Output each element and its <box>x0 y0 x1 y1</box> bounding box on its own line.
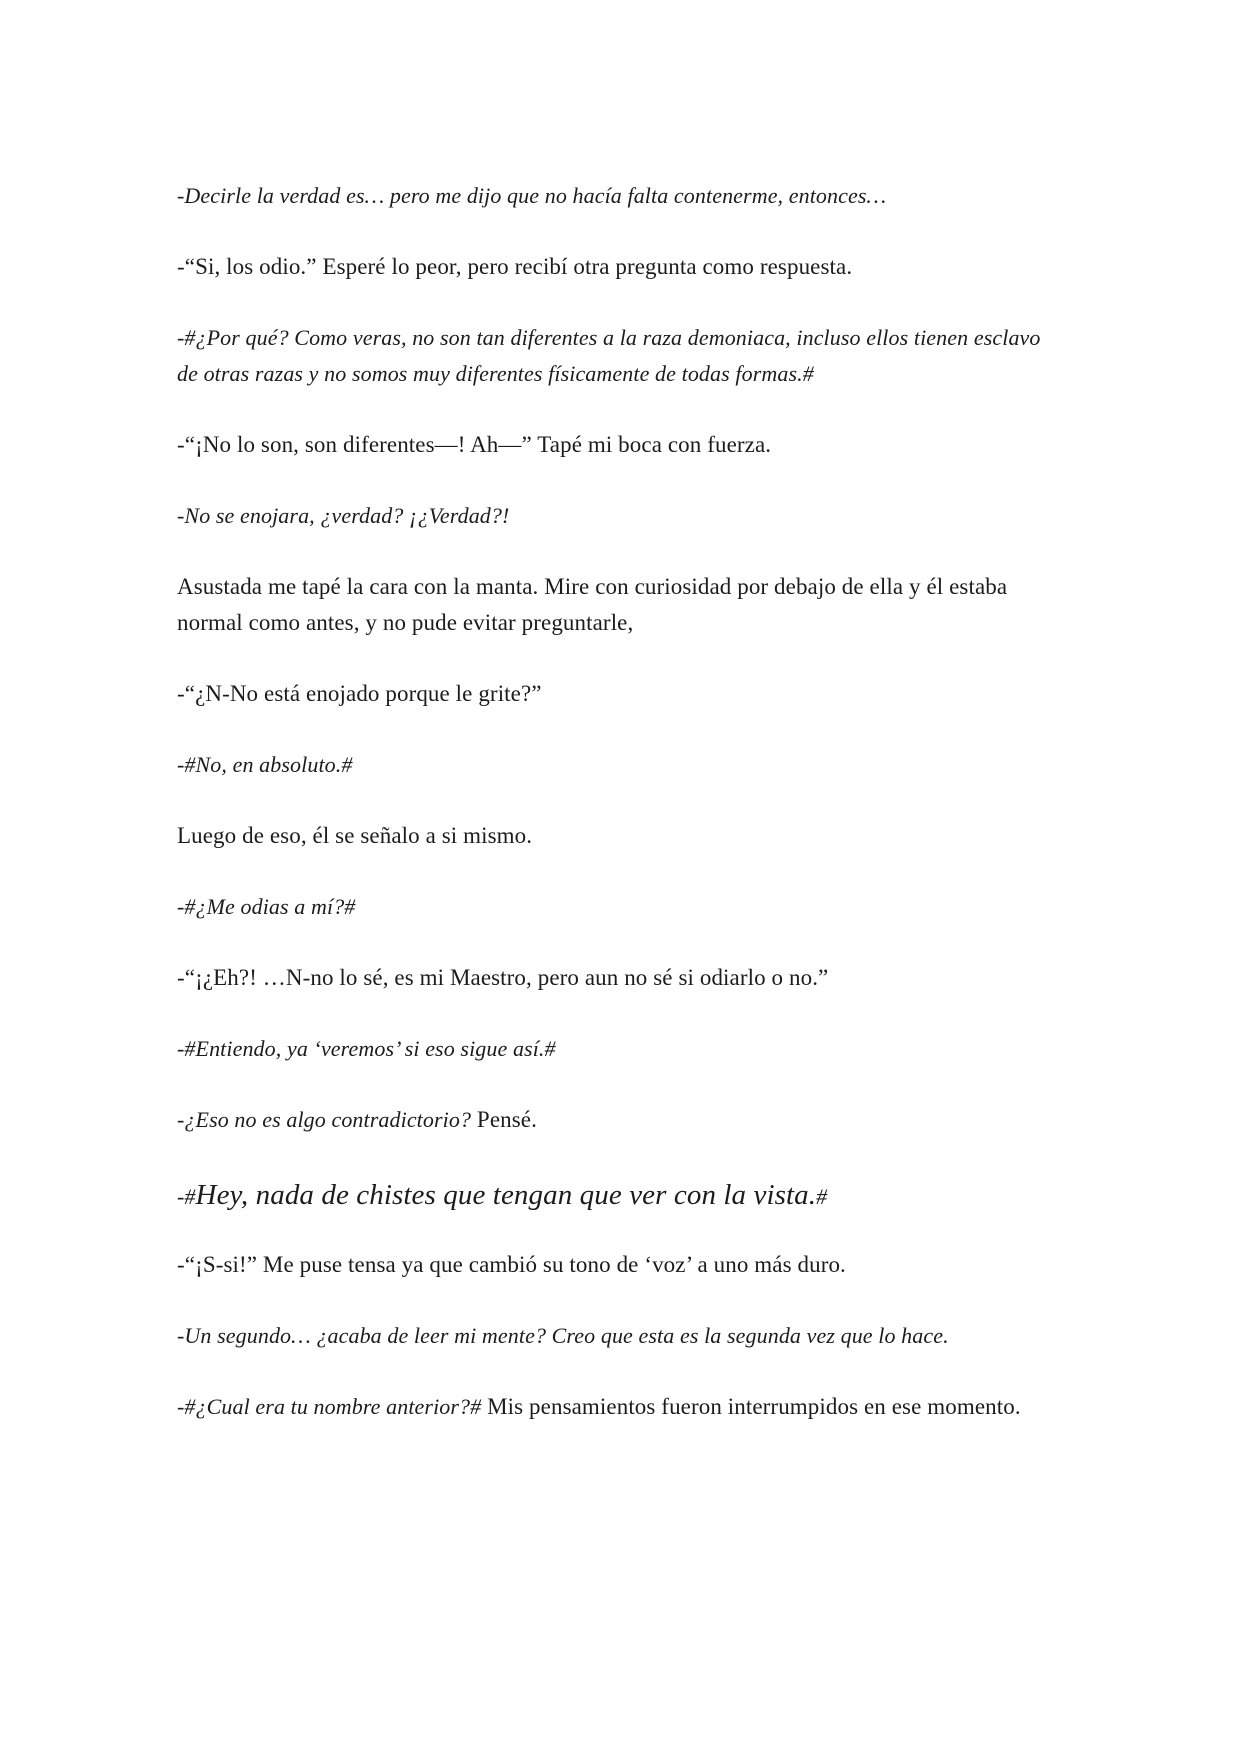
paragraph: -#No, en absoluto.# <box>177 752 353 777</box>
document-body <box>177 178 1067 1460</box>
paragraph-large <box>177 1173 1067 1219</box>
paragraph: -“Si, los odio.” Esperé lo peor, pero recibí otra pregunta como respuesta. <box>177 254 853 279</box>
hash-marker: -# <box>177 1184 196 1209</box>
paragraph: -“¿N-No está enojado porque le grite?” <box>177 681 542 706</box>
telepathy-text: -#¿Cual era tu nombre anterior?# <box>177 1394 482 1419</box>
narration-text: Mis pensamientos fueron interrumpidos en ese momento. <box>481 1394 1021 1419</box>
narration-text: Pensé. <box>471 1107 537 1132</box>
paragraph-mixed <box>177 1389 1067 1425</box>
paragraph: -#¿Me odias a mí?# <box>177 894 356 919</box>
paragraph: -#¿Por qué? Como veras, no son tan diferentes a la raza demoniaca, incluso ellos tienen esclavo de otras razas y no somos muy diferentes físicamente de todas formas.# <box>177 325 1041 386</box>
paragraph: Asustada me tapé la cara con la manta. Mire con curiosidad por debajo de ella y él estaba normal como antes, y no pude evitar preguntarle, <box>177 574 1008 635</box>
paragraph: Luego de eso, él se señalo a si mismo. <box>177 823 533 848</box>
paragraph: -Un segundo… ¿acaba de leer mi mente? Creo que esta es la segunda vez que lo hace. <box>177 1323 949 1348</box>
paragraph: -Decirle la verdad es… pero me dijo que no hacía falta contenerme, entonces… <box>177 183 887 208</box>
paragraph: -“¡S-si!” Me puse tensa ya que cambió su tono de ‘voz’ a uno más duro. <box>177 1252 846 1277</box>
large-dialogue-text: Hey, nada de chistes que tengan que ver con la vista. <box>195 1179 817 1211</box>
paragraph-mixed <box>177 1102 1067 1138</box>
paragraph: -“¡¿Eh?! …N-no lo sé, es mi Maestro, pero aun no sé si odiarlo o no.” <box>177 965 829 990</box>
thought-text: -¿Eso no es algo contradictorio? <box>177 1107 472 1132</box>
hash-marker: # <box>816 1184 828 1209</box>
paragraph: -No se enojara, ¿verdad? ¡¿Verdad?! <box>177 503 510 528</box>
paragraph: -“¡No lo son, son diferentes—! Ah—” Tapé mi boca con fuerza. <box>177 432 772 457</box>
paragraph: -#Entiendo, ya ‘veremos’ si eso sigue así.# <box>177 1036 556 1061</box>
